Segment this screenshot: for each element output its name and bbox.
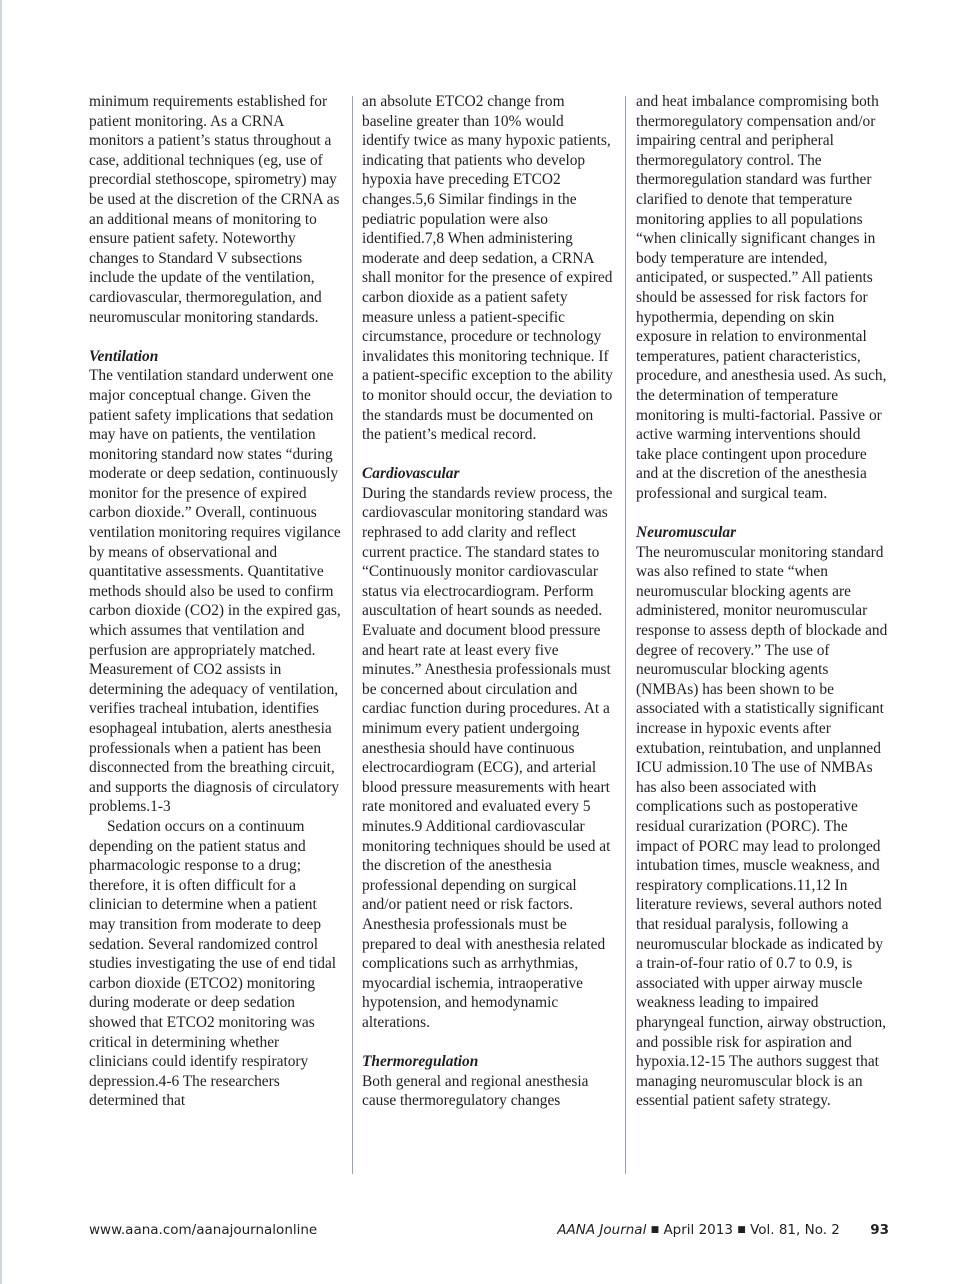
footer-citation — [557, 1222, 889, 1238]
column-1 — [89, 92, 341, 1111]
footer-date: April 2013 — [663, 1222, 733, 1238]
footer-url[interactable]: www.aana.com/aanajournalonline — [89, 1222, 318, 1238]
page-footer — [89, 1222, 889, 1242]
column-2 — [362, 92, 614, 1111]
paragraph: During the standards review process, the cardiovascular monitoring standard was rephrased to add clarity and reflect current practice. The standard states to “Continuously monitor cardiovascular status via electrocardiogram. Perform auscultation of heart sounds as needed. Evaluate and document blood pressure and heart rate at least every five minutes.” Anesthesia professionals must be concerned about circulation and cardiac function during procedures. At a minimum every patient undergoing anesthesia should have continuous electrocardiogram (ECG), and arterial blood pressure measurements with heart rate monitored and evaluated every 5 minutes.9 Additional cardiovascular monitoring techniques should be used at the discretion of the anesthesia professional depending on surgical and/or patient need or risk factors. Anesthesia professionals must be prepared to deal with anesthesia related complications such as arrhythmias, myocardial ischemia, intraoperative hypotension, and hemodynamic alterations. — [362, 484, 613, 1031]
column-rule — [352, 96, 353, 1174]
footer-separator: ■ — [737, 1225, 746, 1235]
paragraph: The ventilation standard underwent one major conceptual change. Given the patient safety implications that sedation may have on patients, the ventilation monitoring standard now states “during moderate or deep sedation, continuously monitor for the presence of expired carbon dioxide.” Overall, continuous ventilation monitoring requires vigilance by means of observational and quantitative assessments. Quantitative methods should also be used to confirm carbon dioxide (CO2) in the expired gas, which assumes that ventilation and perfusion are appropriately matched. Measurement of CO2 assists in determining the adequacy of ventilation, verifies tracheal intubation, identifies esophageal intubation, alerts anesthesia professionals when a patient has been disconnected from the breathing circuit, and supports the diagnosis of circulatory problems.1-3 — [89, 367, 341, 816]
footer-journal: AANA Journal — [557, 1222, 647, 1238]
paragraph: minimum requirements established for patient monitoring. As a CRNA monitors a patient’s status throughout a case, additional techniques (eg, use of precordial stethoscope, spirometry) may be used at the discretion of the CRNA as an additional means of monitoring to ensure patient safety. Noteworthy changes to Standard V subsections include the update of the ventilation, cardiovascular, thermoregulation, and neuromuscular monitoring standards. — [89, 93, 340, 326]
footer-separator: ■ — [650, 1225, 660, 1235]
paragraph: The neuromuscular monitoring standard was also refined to state “when neuromuscular blocking agents are administered, monitor neuromuscular response to assess depth of blockade and degree of recovery.” The use of neuromuscular blocking agents (NMBAs) has been shown to be associated with a statistically significant increase in hypoxic events after extubation, reintubation, and unplanned ICU admission.10 The use of NMBAs has also been associated with complications such as postoperative residual curarization (PORC). The impact of PORC may lead to prolonged intubation times, muscle weakness, and respiratory complications.11,12 In literature reviews, several authors noted that residual paralysis, following a neuromuscular blockade as indicated by a train-of-four ratio of 0.7 to 0.9, is associated with upper airway muscle weakness leading to impaired pharyngeal function, airway obstruction, and possible risk for aspiration and hypoxia.12-15 The authors suggest that managing neuromuscular block is an essential patient safety strategy. — [636, 543, 888, 1110]
column-3 — [636, 92, 888, 1111]
column-rule — [625, 96, 626, 1174]
paragraph: and heat imbalance compromising both thermoregulatory compensation and/or impairing central and peripheral thermoregulatory control. The thermoregulation standard was further clarified to denote that temperature monitoring applies to all populations “when clinically significant changes in body temperature are intended, anticipated, or suspected.” All patients should be assessed for risk factors for hypothermia, depending on skin exposure in relation to environmental temperatures, patient characteristics, procedure, and anesthesia used. As such, the determination of temperature monitoring is multi-factorial. Passive or active warming interventions should take place contingent upon procedure and at the discretion of the anesthesia professional and surgical team. — [636, 93, 887, 502]
page-edge-line — [0, 0, 2, 1284]
section-heading-neuromuscular: Neuromuscular — [636, 524, 737, 542]
section-heading-cardiovascular: Cardiovascular — [362, 465, 460, 483]
footer-volume: Vol. 81, No. 2 — [750, 1222, 840, 1238]
page-number: 93 — [870, 1222, 889, 1238]
paragraph: Both general and regional anesthesia cause thermoregulatory changes — [362, 1072, 589, 1110]
section-heading-ventilation: Ventilation — [89, 347, 159, 365]
paragraph: an absolute ETCO2 change from baseline greater than 10% would identify twice as many hypoxic patients, indicating that patients who develop hypoxia have preceding ETCO2 changes.5,6 Similar findings in the pediatric population were also identified.7,8 When administering moderate and deep sedation, a CRNA shall monitor for the presence of expired carbon dioxide as a patient safety measure unless a patient-specific circumstance, procedure or technology invalidates this monitoring technique. If a patient-specific exception to the ability to monitor should occur, the deviation to the standards must be documented on the patient’s medical record. — [362, 93, 613, 444]
paragraph: Sedation occurs on a continuum depending on the patient status and pharmacologic response to a drug; therefore, it is often difficult for a clinician to determine when a patient may transition from moderate to deep sedation. Several randomized control studies investigating the use of end tidal carbon dioxide (ETCO2) monitoring during moderate or deep sedation showed that ETCO2 monitoring was critical in determining whether clinicians could identify respiratory depression.4-6 The researchers determined that — [89, 817, 337, 1110]
section-heading-thermoregulation: Thermoregulation — [362, 1053, 479, 1071]
